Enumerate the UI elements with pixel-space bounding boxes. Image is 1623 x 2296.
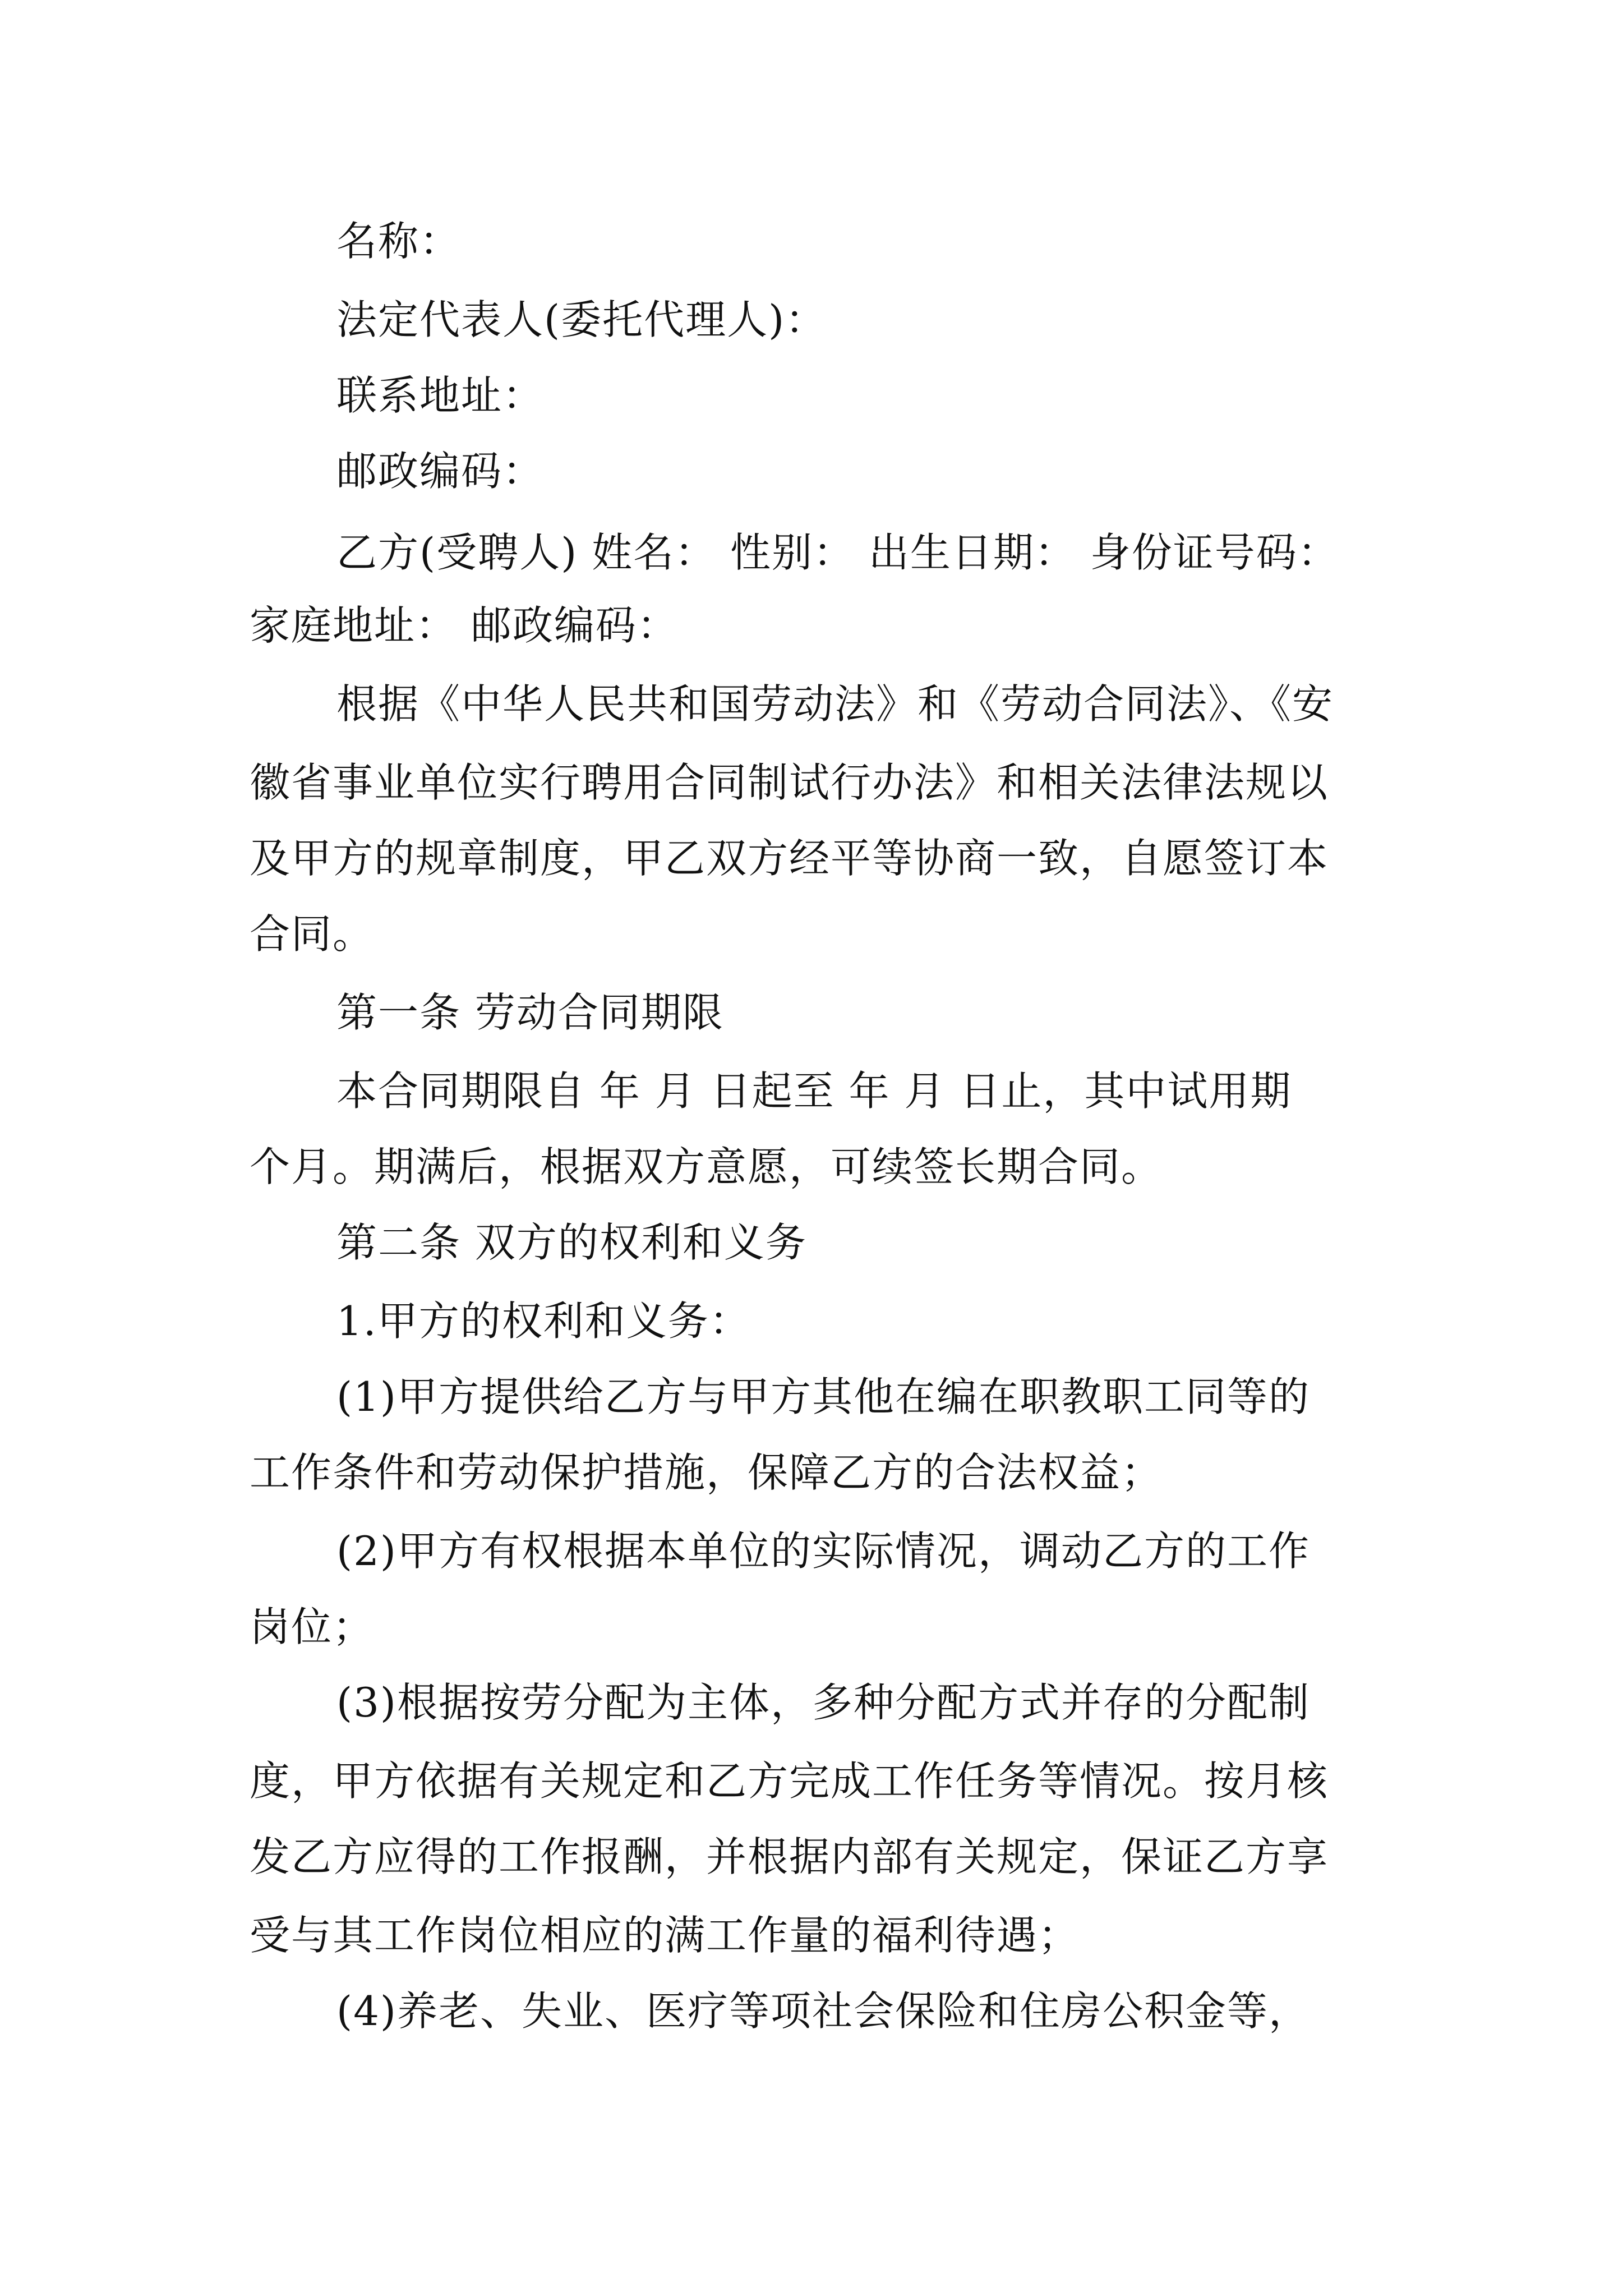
text-line: 1.甲方的权利和义务：	[336, 1297, 751, 1345]
text-line: 法定代表人(委托代理人)：	[336, 296, 827, 343]
text-line: 发乙方应得的工作报酬，并根据内部有关规定，保证乙方享	[250, 1833, 1329, 1880]
text-line: 名称：	[336, 218, 462, 265]
section-heading: 第二条 双方的权利和义务	[336, 1219, 807, 1266]
text-line: 根据《中华人民共和国劳动法》和《劳动合同法》、《安	[336, 680, 1334, 728]
text-line: 合同。	[250, 910, 375, 958]
text-line: (4)养老、失业、医疗等项社会保险和住房公积金等，	[336, 1987, 1310, 2035]
text-line: 工作条件和劳动保护措施，保障乙方的合法权益；	[250, 1449, 1163, 1496]
text-line: 徽省事业单位实行聘用合同制试行办法》和相关法律法规以	[250, 759, 1329, 806]
text-line: 邮政编码：	[336, 448, 545, 495]
text-line: 及甲方的规章制度，甲乙双方经平等协商一致，自愿签订本	[250, 835, 1329, 882]
text-line: (1)甲方提供给乙方与甲方其他在编在职教职工同等的	[336, 1373, 1310, 1420]
text-line: 家庭地址： 邮政编码：	[250, 602, 679, 649]
text-line: (3)根据按劳分配为主体，多种分配方式并存的分配制	[336, 1679, 1310, 1726]
text-line: 度，甲方依据有关规定和乙方完成工作任务等情况。按月核	[250, 1757, 1329, 1805]
text-line: (2)甲方有权根据本单位的实际情况，调动乙方的工作	[336, 1527, 1310, 1575]
section-heading: 第一条 劳动合同期限	[336, 989, 724, 1036]
text-line: 岗位；	[250, 1603, 375, 1650]
text-line: 联系地址：	[336, 372, 545, 419]
text-line: 受与其工作岗位相应的满工作量的福利待遇；	[250, 1912, 1080, 1959]
text-line: 个月。期满后，根据双方意愿，可续签长期合同。	[250, 1143, 1163, 1190]
text-line: 本合同期限自 年 月 日起至 年 月 日止，其中试用期	[336, 1068, 1292, 1115]
text-line: 乙方(受聘人) 姓名： 性别： 出生日期： 身份证号码：	[336, 529, 1339, 576]
